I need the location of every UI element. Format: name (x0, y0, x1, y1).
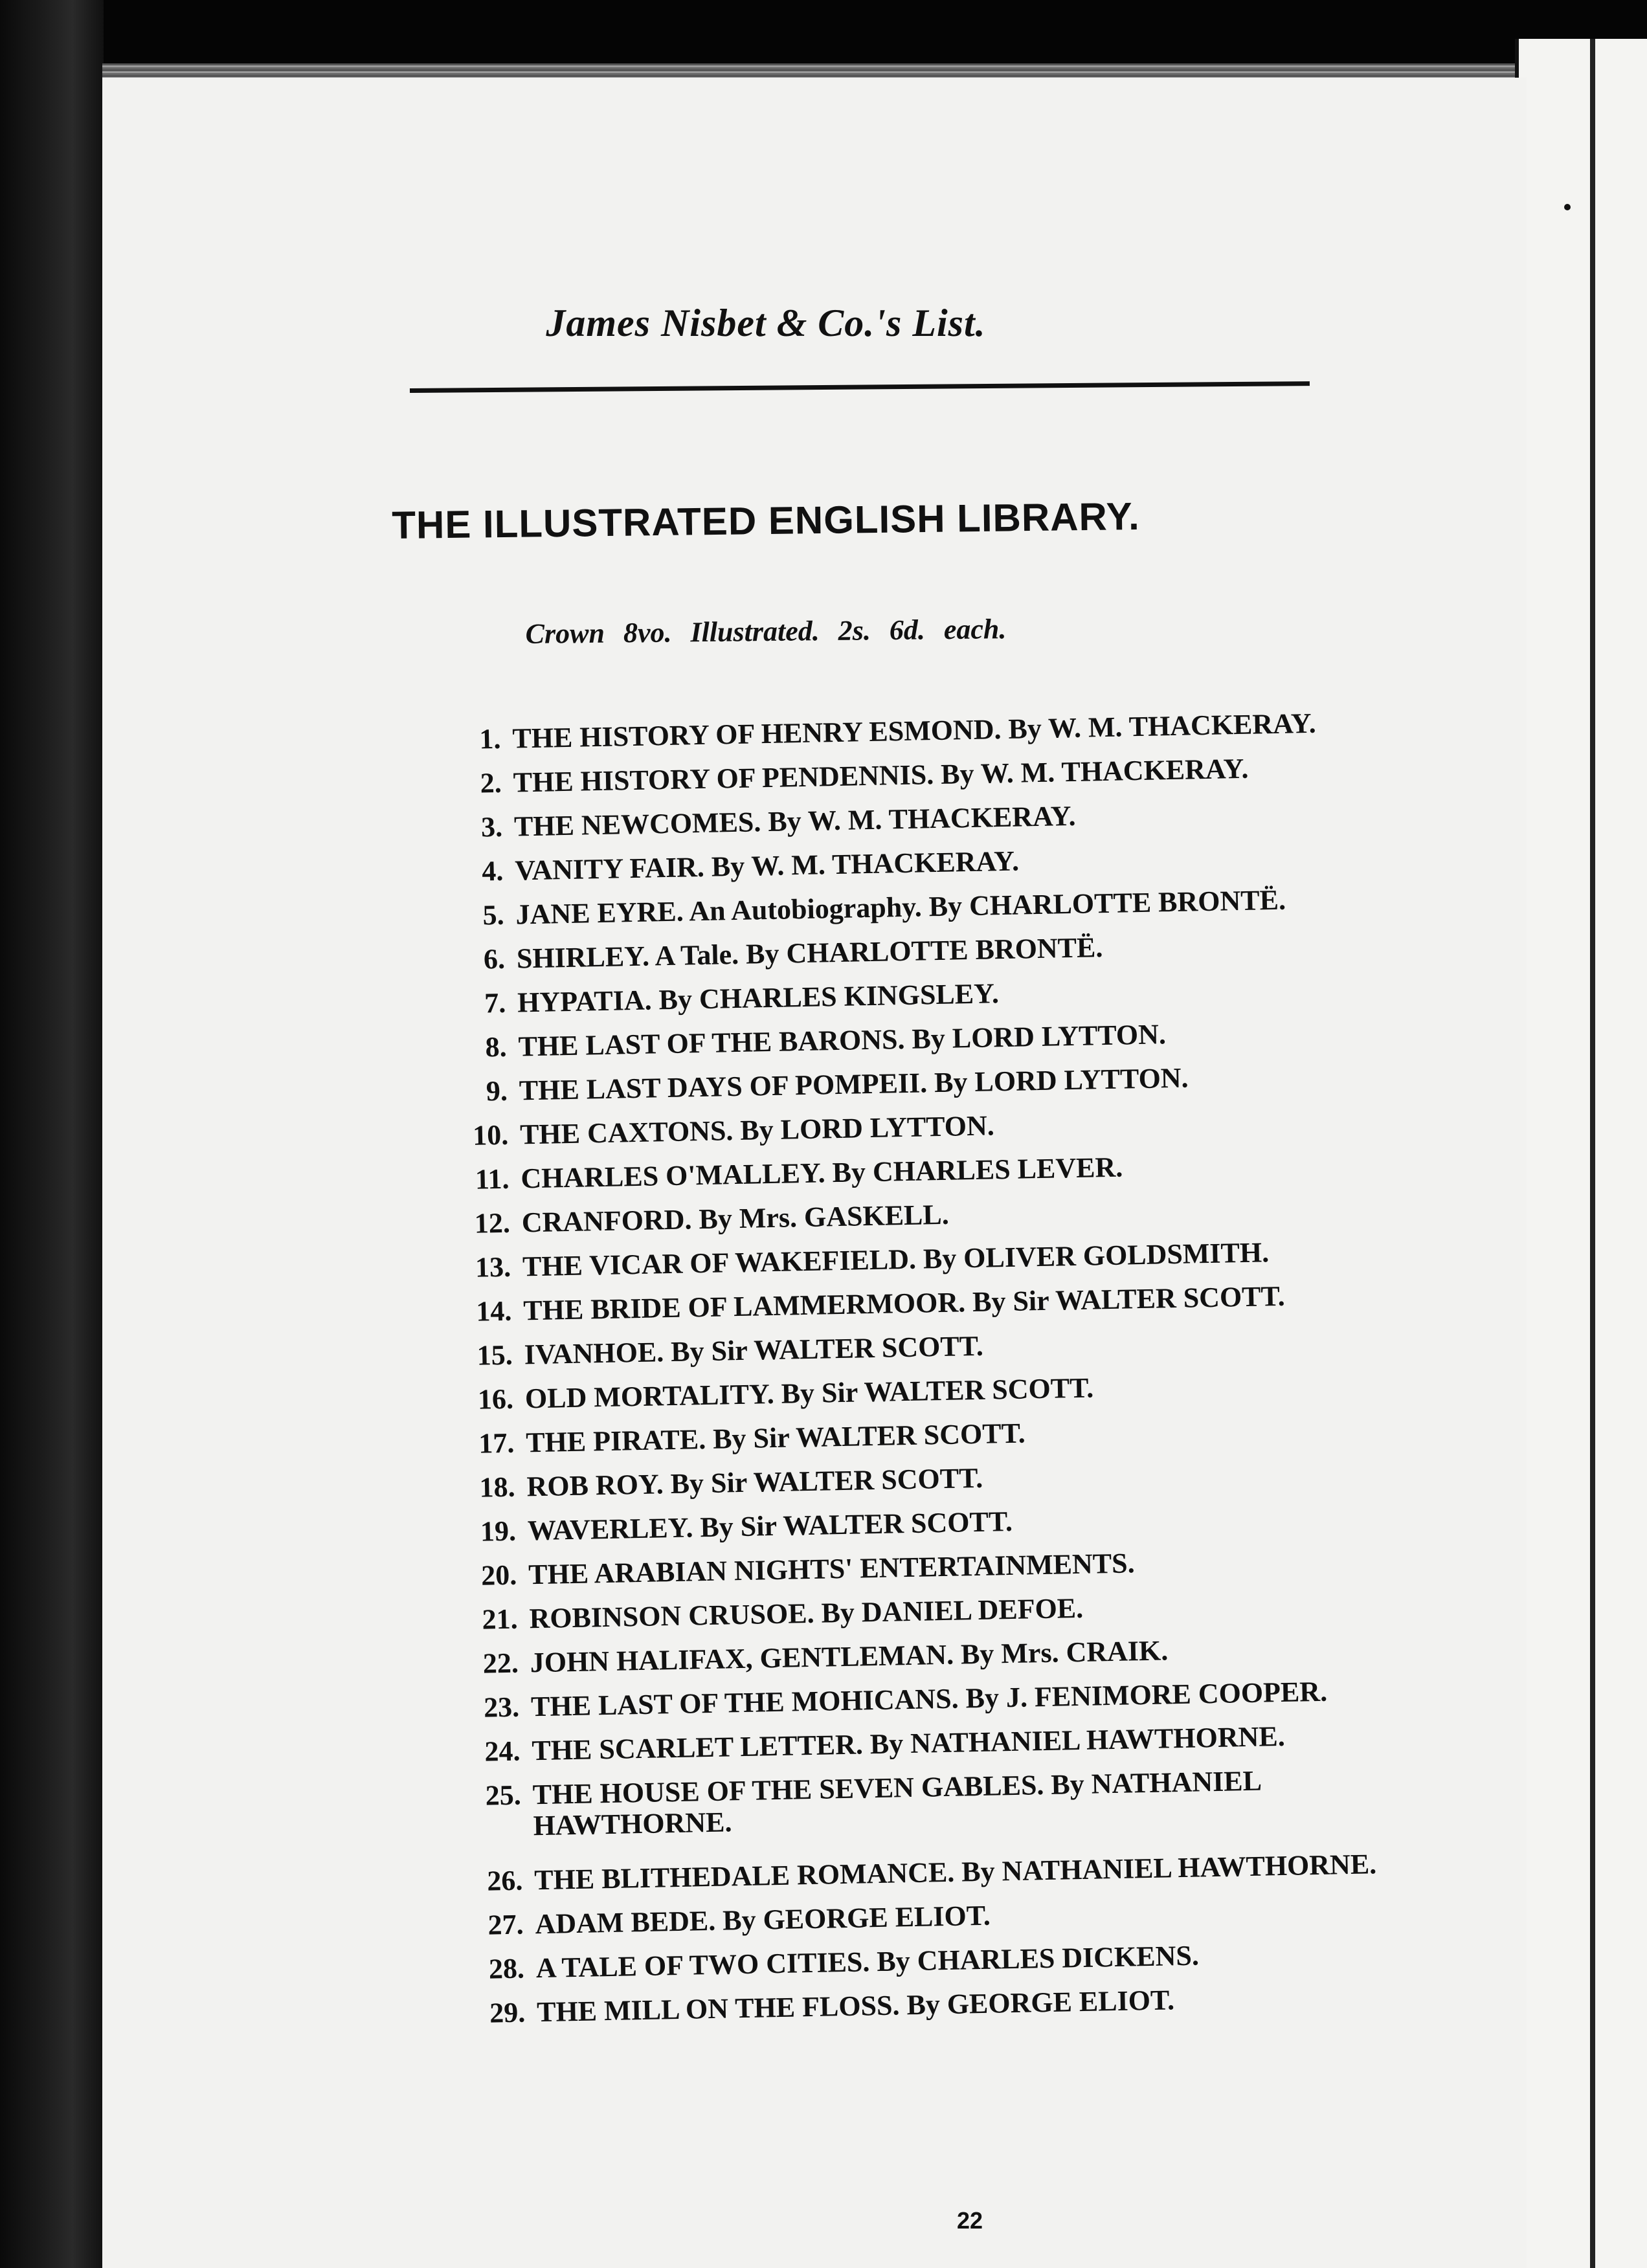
item-text: THE LAST OF THE BARONS. By LORD LYTTON. (518, 1018, 1167, 1063)
adjacent-page-edge (1515, 39, 1647, 2268)
item-number: 13. (475, 1251, 511, 1284)
item-number: 12. (474, 1206, 511, 1240)
item-number: 11. (475, 1162, 510, 1195)
item-number: 23. (483, 1691, 520, 1724)
item-number: 5. (482, 898, 505, 931)
gutter-line (1590, 39, 1595, 2268)
item-number: 24. (484, 1735, 521, 1768)
item-text: THE BRIDE OF LAMMERMOOR. By Sir WALTER SCOTT. (522, 1280, 1286, 1327)
item-number: 6. (483, 942, 506, 975)
item-text: CRANFORD. By Mrs. GASKELL. (521, 1198, 950, 1239)
item-number: 20. (480, 1559, 517, 1592)
item-number: 16. (477, 1383, 514, 1416)
item-text: THE LAST OF THE MOHICANS. By J. FENIMORE COOPER. (530, 1675, 1328, 1723)
item-number: 25. (485, 1779, 522, 1812)
item-text: THE LAST DAYS OF POMPEII. By LORD LYTTON. (519, 1062, 1189, 1107)
item-text: OLD MORTALITY. By Sir WALTER SCOTT. (524, 1372, 1094, 1415)
item-text: JOHN HALIFAX, GENTLEMAN. By Mrs. CRAIK. (530, 1634, 1169, 1679)
item-text: IVANHOE. By Sir WALTER SCOTT. (524, 1329, 984, 1371)
item-number: 18. (479, 1471, 516, 1504)
item-text: HYPATIA. By CHARLES KINGSLEY. (517, 977, 1000, 1019)
item-text: VANITY FAIR. By W. M. THACKERAY. (514, 845, 1020, 887)
item-number: 3. (480, 810, 503, 843)
item-text: ROB ROY. By Sir WALTER SCOTT. (526, 1462, 983, 1503)
book-page (102, 78, 1527, 2268)
item-number: 1. (478, 722, 501, 755)
book-list (429, 704, 1527, 2042)
item-number: 14. (475, 1295, 512, 1328)
item-text: WAVERLEY. By Sir WALTER SCOTT. (527, 1505, 1013, 1547)
item-number: 15. (476, 1339, 513, 1372)
item-text: THE SCARLET LETTER. By NATHANIEL HAWTHORNE. (531, 1720, 1286, 1767)
item-text: THE ARABIAN NIGHTS' ENTERTAINMENTS. (528, 1547, 1136, 1591)
item-number: 2. (480, 766, 502, 799)
item-number: 29. (489, 1996, 526, 2029)
item-number: 8. (485, 1030, 508, 1063)
item-number: 22. (482, 1647, 519, 1680)
item-number: 7. (484, 986, 506, 1019)
page-subtitle: Crown 8vo. Illustrated. 2s. 6d. each. (525, 613, 1007, 650)
page-number: 22 (956, 2207, 983, 2234)
item-text: THE CAXTONS. By LORD LYTTON. (519, 1109, 995, 1151)
running-header: James Nisbet & Co.'s List. (546, 302, 986, 344)
item-number: 19. (480, 1515, 517, 1548)
book-spine-edge (0, 0, 104, 2268)
page-title: THE ILLUSTRATED ENGLISH LIBRARY. (391, 494, 1141, 548)
item-text: THE HISTORY OF HENRY ESMOND. By W. M. THACKERAY. (511, 707, 1317, 755)
item-text: SHIRLEY. A Tale. By CHARLOTTE BRONTË. (516, 931, 1103, 975)
item-number: 10. (472, 1118, 509, 1151)
item-text: CHARLES O'MALLEY. By CHARLES LEVER. (521, 1151, 1123, 1195)
item-text: ADAM BEDE. By GEORGE ELIOT. (535, 1899, 991, 1940)
item-text: THE NEWCOMES. By W. M. THACKERAY. (513, 799, 1076, 843)
item-number: 26. (486, 1864, 523, 1897)
item-number: 27. (487, 1908, 524, 1941)
item-text: ROBINSON CRUSOE. By DANIEL DEFOE. (529, 1592, 1084, 1635)
item-number: 17. (478, 1427, 515, 1460)
item-text: THE VICAR OF WAKEFIELD. By OLIVER GOLDSMITH. (522, 1236, 1270, 1283)
ink-speck (1564, 204, 1571, 210)
item-text: JANE EYRE. An Autobiography. By CHARLOTTE BRONTË. (515, 884, 1286, 931)
item-number: 9. (486, 1074, 508, 1107)
page-top-edge (102, 63, 1527, 79)
item-number: 4. (481, 854, 504, 887)
item-text: THE MILL ON THE FLOSS. By GEORGE ELIOT. (536, 1984, 1175, 2029)
item-text: THE BLITHEDALE ROMANCE. By NATHANIEL HAWTHORNE. (533, 1848, 1377, 1896)
item-text: THE HOUSE OF THE SEVEN GABLES. By NATHANIEL HAWTHORNE. (532, 1764, 1260, 1842)
item-text: THE PIRATE. By Sir WALTER SCOTT. (525, 1417, 1026, 1459)
item-text: A TALE OF TWO CITIES. By CHARLES DICKENS. (535, 1939, 1200, 1984)
header-rule (410, 381, 1310, 393)
item-number: 28. (488, 1952, 525, 1985)
item-number: 21. (482, 1603, 519, 1636)
item-text: THE HISTORY OF PENDENNIS. By W. M. THACKERAY. (513, 752, 1249, 799)
